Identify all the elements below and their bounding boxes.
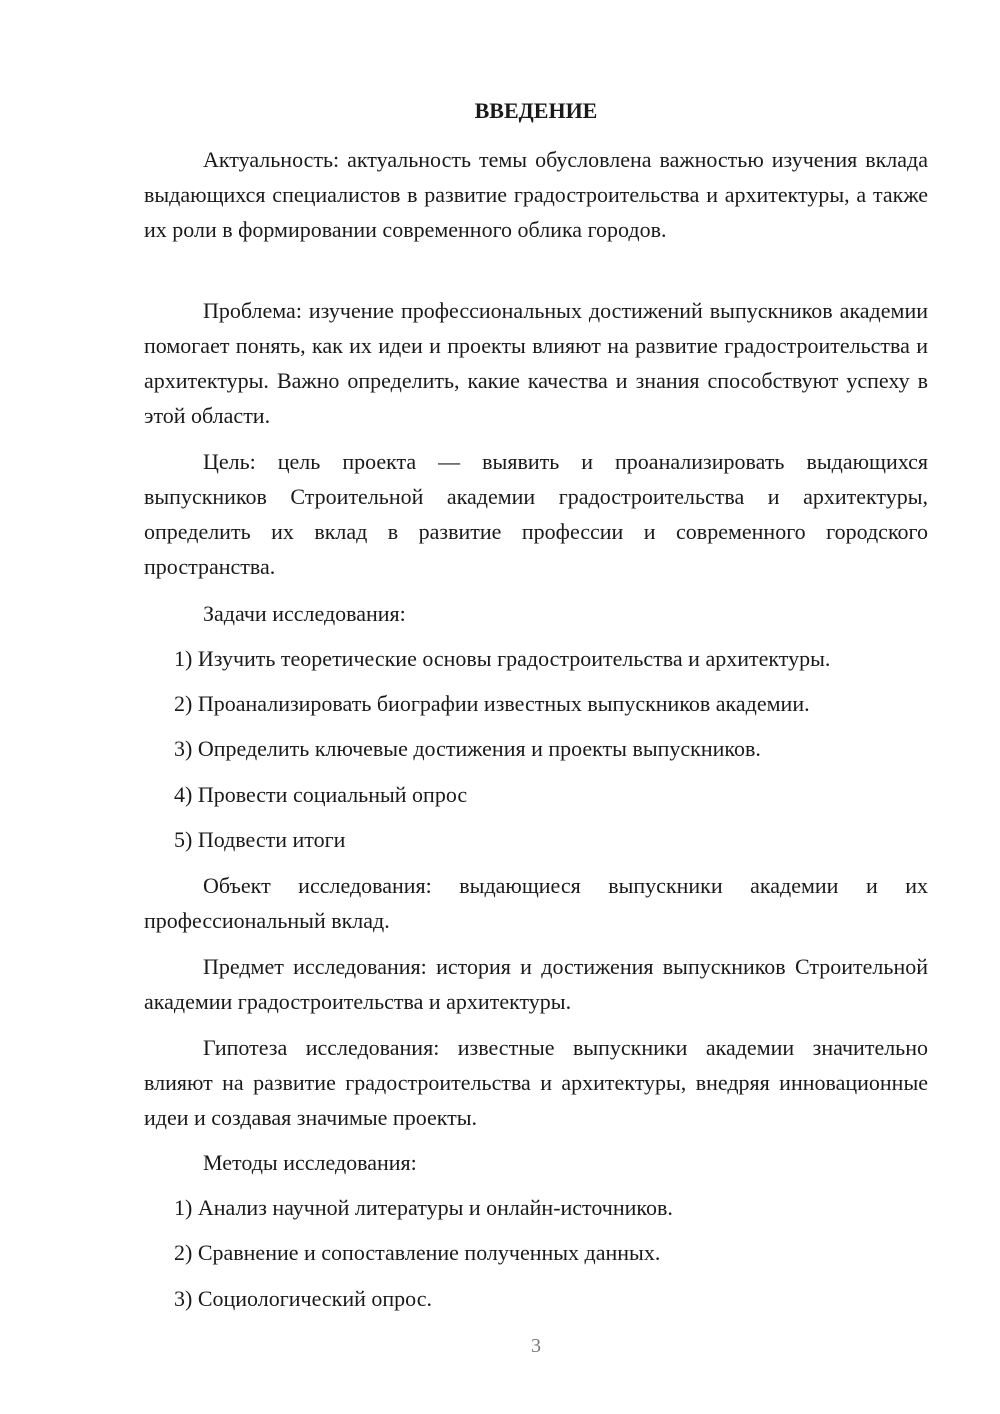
goal-paragraph: Цель: цель проекта — выявить и проанализировать выдающихся выпускников Строительной академии градостроительства и архитектуры, определить их вклад в развитие профессии и современного городского пространства.: [144, 449, 928, 579]
tasks-heading: Задачи исследования:: [203, 601, 406, 626]
section-title: ВВЕДЕНИЕ: [474, 98, 598, 123]
relevance-paragraph: Актуальность: актуальность темы обусловлена важностью изучения вклада выдающихся специалистов в развитие градостроительства и архитектуры, а также их роли в формировании современного облика городов.: [144, 147, 928, 242]
method-item: 3) Социологический опрос.: [174, 1286, 432, 1311]
hypothesis-paragraph: Гипотеза исследования: известные выпускники академии значительно влияют на развитие градостроительства и архитектуры, внедряя инновационные идеи и создавая значимые проекты.: [144, 1035, 928, 1130]
task-item: 2) Проанализировать биографии известных выпускников академии.: [174, 691, 810, 716]
task-item: 5) Подвести итоги: [174, 827, 346, 852]
task-item: 1) Изучить теоретические основы градостроительства и архитектуры.: [174, 646, 831, 671]
problem-paragraph: Проблема: изучение профессиональных достижений выпускников академии помогает понять, как их идеи и проекты влияют на развитие градостроительства и архитектуры. Важно определить, какие качества и знания способствуют успеху в этой области.: [144, 298, 928, 428]
methods-heading: Методы исследования:: [203, 1150, 417, 1175]
method-item: 1) Анализ научной литературы и онлайн-источников.: [174, 1195, 673, 1220]
task-item: 3) Определить ключевые достижения и проекты выпускников.: [174, 736, 761, 761]
task-item: 4) Провести социальный опрос: [174, 782, 468, 807]
object-paragraph: Объект исследования: выдающиеся выпускники академии и их профессиональный вклад.: [144, 873, 928, 933]
method-item: 2) Сравнение и сопоставление полученных данных.: [174, 1240, 661, 1265]
subject-paragraph: Предмет исследования: история и достижения выпускников Строительной академии градостроительства и архитектуры.: [144, 954, 928, 1014]
page-number: 3: [531, 1335, 541, 1357]
